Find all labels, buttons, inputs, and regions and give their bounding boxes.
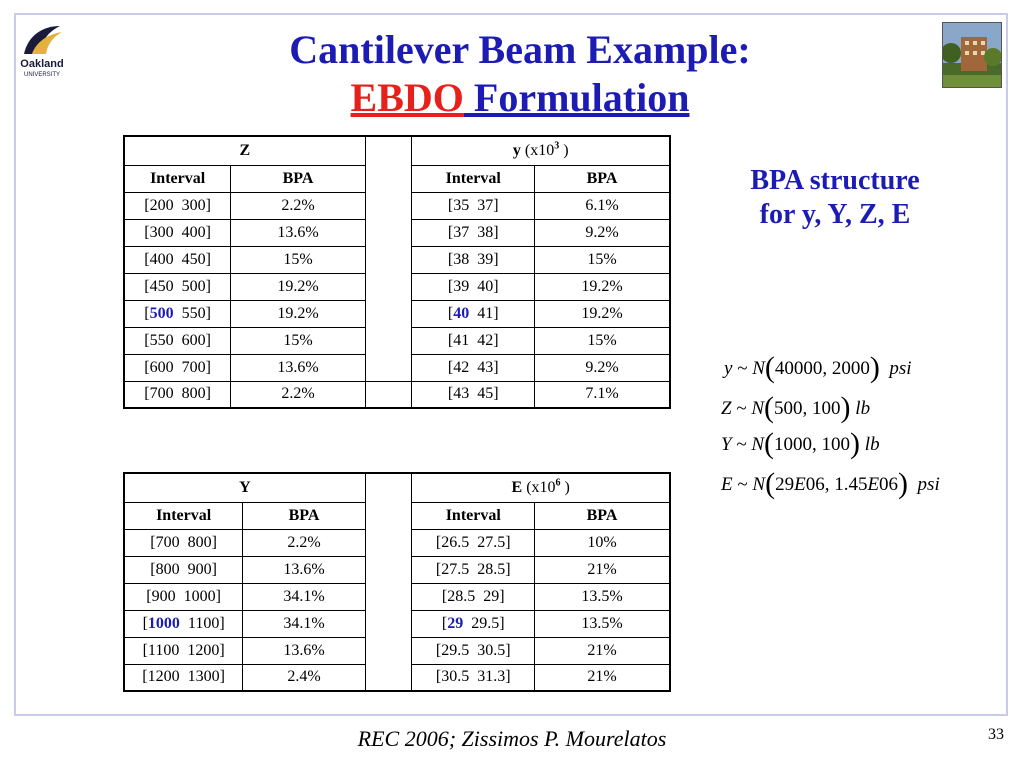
Y-bpa: 13.6% <box>243 637 365 664</box>
dist-normal: N <box>751 398 765 419</box>
dist-normal: N <box>752 474 766 495</box>
dist-args: 29 <box>775 474 795 495</box>
header-E-unit: (x10 <box>522 478 556 496</box>
y-bpa: 19.2% <box>535 273 670 300</box>
z-interval: [400 450] <box>124 246 231 273</box>
header-y-unit: (x10 <box>520 141 555 159</box>
col-bpa: BPA <box>231 165 365 192</box>
dist-args: 06, 1.45 <box>805 474 868 495</box>
table-spacer <box>365 354 412 381</box>
dist-normal: N <box>752 358 765 379</box>
col-interval: Interval <box>412 502 535 529</box>
dist-unit: lb <box>855 398 871 419</box>
table-row <box>124 381 670 408</box>
col-interval: Interval <box>124 502 243 529</box>
Y-bpa: 34.1% <box>243 583 365 610</box>
header-z: Z <box>124 136 365 165</box>
bpa-table-z-y <box>123 135 671 409</box>
table-spacer <box>365 381 412 408</box>
y-interval: [42 43] <box>412 354 535 381</box>
E-interval: [30.5 31.3] <box>412 664 535 691</box>
table-spacer <box>365 473 412 691</box>
z-interval: [600 700] <box>124 354 231 381</box>
E-interval: [27.5 28.5] <box>412 556 535 583</box>
z-interval: [450 500] <box>124 273 231 300</box>
E-interval: [26.5 27.5] <box>412 529 535 556</box>
E-bpa: 13.5% <box>535 610 670 637</box>
paren-close: ) <box>869 351 880 384</box>
y-bpa: 15% <box>535 246 670 273</box>
dist-tilde: ~ <box>732 474 753 495</box>
paren-close: ) <box>850 427 861 460</box>
oakland-university-logo <box>18 22 66 80</box>
col-bpa: BPA <box>535 165 670 192</box>
nominal-value-highlight: 40 <box>453 304 470 322</box>
y-interval: [35 37] <box>412 192 535 219</box>
y-interval <box>412 300 535 327</box>
title-formulation: Formulation <box>463 75 690 120</box>
header-y-unit-close: ) <box>559 141 569 159</box>
Y-interval: [800 900] <box>124 556 243 583</box>
dist-var: Y <box>721 434 732 455</box>
paren-open: ( <box>764 391 775 424</box>
Y-bpa: 2.2% <box>243 529 365 556</box>
interval-end: 29.5] <box>463 614 505 632</box>
dist-tilde: ~ <box>731 434 752 455</box>
Y-interval: [1100 1200] <box>124 637 243 664</box>
slide-title <box>150 26 890 122</box>
paren-open: ( <box>765 467 776 500</box>
E-interval: [28.5 29] <box>412 583 535 610</box>
col-bpa: BPA <box>535 502 670 529</box>
dist-var: E <box>721 474 733 495</box>
page-number: 33 <box>988 726 1004 743</box>
z-interval: [200 300] <box>124 192 231 219</box>
paren-close: ) <box>840 391 851 424</box>
bracket-open: [ <box>144 304 150 322</box>
bpa-table-Y-E <box>123 472 671 692</box>
distribution-E <box>721 467 940 500</box>
z-bpa: 13.6% <box>231 219 365 246</box>
side-heading-line-2: for y, Y, Z, E <box>759 199 911 230</box>
E-bpa: 10% <box>535 529 670 556</box>
col-bpa: BPA <box>243 502 365 529</box>
dist-args: 1000, 100 <box>774 434 851 455</box>
table-spacer <box>365 136 412 354</box>
Y-bpa: 2.4% <box>243 664 365 691</box>
E-interval <box>412 610 535 637</box>
y-interval: [37 38] <box>412 219 535 246</box>
z-bpa: 15% <box>231 246 365 273</box>
bracket-open: [ <box>142 614 148 632</box>
dist-args: 500, 100 <box>774 398 841 419</box>
title-line-2 <box>150 74 890 122</box>
dist-unit: psi <box>889 358 912 379</box>
Y-bpa: 34.1% <box>243 610 365 637</box>
bracket-open: [ <box>441 614 448 632</box>
footer-citation: REC 2006; Zissimos P. Mourelatos <box>357 726 667 751</box>
E-bpa: 21% <box>535 556 670 583</box>
header-Y: Y <box>124 473 365 502</box>
E-interval: [29.5 30.5] <box>412 637 535 664</box>
bpa-structure-heading <box>700 164 970 232</box>
header-E-unit-close: ) <box>560 478 570 496</box>
table-row <box>124 354 670 381</box>
y-interval: [43 45] <box>412 381 535 408</box>
Y-interval: [900 1000] <box>124 583 243 610</box>
z-bpa: 19.2% <box>231 300 365 327</box>
y-bpa: 15% <box>535 327 670 354</box>
header-y-exponent: 3 <box>554 140 560 152</box>
E-bpa: 21% <box>535 637 670 664</box>
dist-unit: psi <box>917 474 940 495</box>
logo-swoosh-icon <box>18 22 66 58</box>
interval-end: 550] <box>173 304 211 322</box>
distribution-Y <box>721 427 880 460</box>
header-E <box>412 473 670 502</box>
y-interval: [41 42] <box>412 327 535 354</box>
header-E-exponent: 6 <box>555 477 561 489</box>
title-line-1: Cantilever Beam Example: <box>289 27 751 72</box>
logo-name: Oakland <box>20 58 64 70</box>
nominal-value-highlight: 1000 <box>147 614 180 632</box>
dist-unit: lb <box>864 434 880 455</box>
Y-interval: [700 800] <box>124 529 243 556</box>
nominal-value-highlight: 500 <box>149 304 174 322</box>
paren-open: ( <box>764 351 775 384</box>
z-interval: [300 400] <box>124 219 231 246</box>
interval-end: 1100] <box>179 614 225 632</box>
header-y <box>412 136 670 165</box>
dist-tilde: ~ <box>732 358 753 379</box>
y-bpa: 6.1% <box>535 192 670 219</box>
z-interval: [700 800] <box>124 381 231 408</box>
dist-normal: N <box>751 434 765 455</box>
y-bpa: 9.2% <box>535 219 670 246</box>
nominal-value-highlight: 29 <box>447 614 464 632</box>
dist-tilde: ~ <box>731 398 752 419</box>
logo-subtitle: UNIVERSITY <box>23 72 60 78</box>
bracket-open: [ <box>447 304 454 322</box>
paren-open: ( <box>764 427 775 460</box>
campus-photo <box>942 22 1002 88</box>
z-bpa: 2.2% <box>231 381 365 408</box>
z-bpa: 13.6% <box>231 354 365 381</box>
col-interval: Interval <box>412 165 535 192</box>
Y-bpa: 13.6% <box>243 556 365 583</box>
y-interval: [38 39] <box>412 246 535 273</box>
E-bpa: 21% <box>535 664 670 691</box>
dist-exp-marker: E <box>794 474 806 495</box>
z-bpa: 2.2% <box>231 192 365 219</box>
Y-interval <box>124 610 243 637</box>
E-bpa: 13.5% <box>535 583 670 610</box>
Y-interval: [1200 1300] <box>124 664 243 691</box>
interval-end: 41] <box>469 304 499 322</box>
z-interval <box>124 300 231 327</box>
y-bpa: 19.2% <box>535 300 670 327</box>
distribution-Z <box>721 391 871 424</box>
distribution-y <box>724 351 912 384</box>
header-y-var: y <box>512 141 521 159</box>
y-interval: [39 40] <box>412 273 535 300</box>
z-bpa: 15% <box>231 327 365 354</box>
col-interval: Interval <box>124 165 231 192</box>
z-interval: [550 600] <box>124 327 231 354</box>
paren-close: ) <box>898 467 909 500</box>
dist-var: Z <box>721 398 732 419</box>
z-bpa: 19.2% <box>231 273 365 300</box>
dist-args: 06 <box>879 474 899 495</box>
side-heading-line-1: BPA structure <box>750 165 920 196</box>
y-bpa: 9.2% <box>535 354 670 381</box>
dist-var: y <box>724 358 733 379</box>
y-bpa: 7.1% <box>535 381 670 408</box>
dist-exp-marker: E <box>867 474 880 495</box>
title-ebdo: EBDO <box>350 75 464 120</box>
dist-args: 40000, 2000 <box>774 358 870 379</box>
header-E-var: E <box>511 478 523 496</box>
